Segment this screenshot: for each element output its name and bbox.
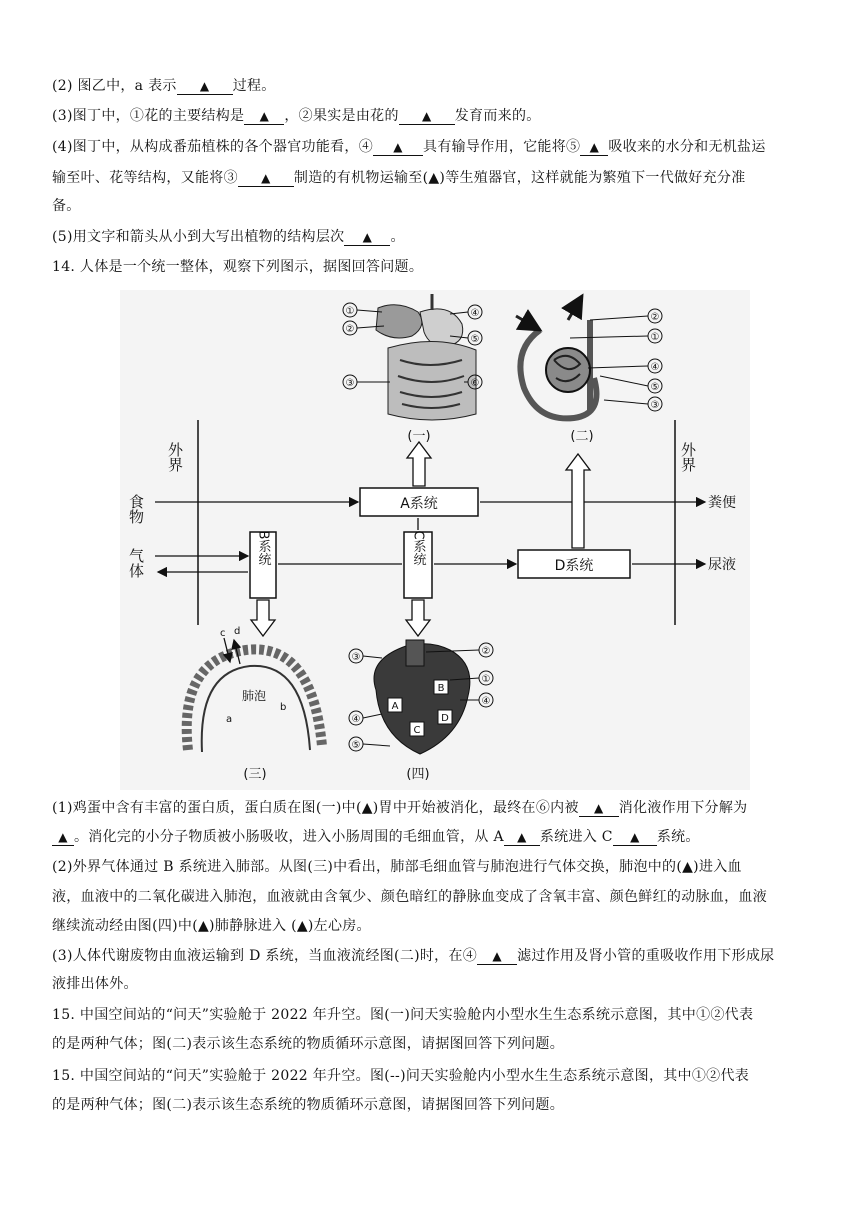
q14-part2-line2: 液，血液中的二氧化碳进入肺泡，血液就由含氧少、颜色暗红的静脉血变成了含氧丰富、颜色鲜红的动脉血，血液 [52,889,767,905]
urine-label: 尿液 [708,557,736,573]
b-system-label: B系统 [255,530,271,566]
answer-blank: ▲ [344,229,390,246]
num-label: ① [481,674,491,685]
answer-blank: ▲ [579,800,619,817]
feces-label: 粪便 [708,495,736,511]
q14-intro: 14. 人体是一个统一整体，观察下列图示，据图回答问题。 [52,259,424,275]
a-system-label: A系统 [400,496,438,512]
q14-part3-line1: (3)人体代谢废物由血液运输到 D 系统，当血液流经图(二)时，在④ ▲ 滤过作用及肾小管的重吸收作用下形成尿 [52,948,775,964]
outside-right-label: 外界 [679,442,697,472]
num-label: ⑤ [351,740,361,751]
q13-part5: (5)用文字和箭头从小到大写出植物的结构层次 ▲ 。 [52,229,405,245]
answer-blank: ▲ [238,170,294,187]
num-label: ⑤ [650,382,660,393]
num-label: ① [345,306,355,317]
lung-letter: d [234,626,241,637]
fig1-caption: (一) [407,429,431,444]
food-label: 食物 [127,494,145,524]
answer-blank: ▲ [613,829,657,846]
num-label: ② [650,312,660,323]
q14-part2-line1: (2)外界气体通过 B 系统进入肺部。从图(三)中看出，肺部毛细血管与肺泡进行气体交换，肺泡中的(▲)进入血 [52,859,742,875]
q13-part4-line1: (4)图丁中，从构成番茄植株的各个器官功能看，④ ▲ 具有输导作用，它能将⑤ ▲ 吸收来的水分和无机盐运 [52,139,766,155]
q14-part2-line3: 继续流动经由图(四)中(▲)肺静脉进入 (▲)左心房。 [52,918,371,934]
outside-left-label: 外界 [166,442,184,472]
heart-letter: C [413,725,421,736]
heart-letter: D [441,713,449,724]
num-label: ① [650,332,660,343]
answer-blank: ▲ [244,108,284,125]
q14-part3-line2: 液排出体外。 [52,976,138,992]
heart-letter: A [391,701,399,712]
answer-blank: ▲ [373,139,423,156]
fig2-caption: (二) [570,429,594,444]
num-label: ③ [650,400,660,411]
answer-blank: ▲ [477,948,517,965]
q14-part1-line2: ▲ 。消化完的小分子物质被小肠吸收，进入小肠周围的毛细血管，从 A ▲ 系统进入 C ▲ 系统。 [52,827,812,847]
num-label: ④ [351,714,361,725]
num-label: ④ [470,308,480,319]
gas-label: 气体 [127,548,145,578]
fig4-caption: (四) [406,767,430,782]
num-label: ⑥ [470,378,480,389]
q13-part4-line3: 备。 [52,198,81,214]
fig3-caption: (三) [243,767,267,782]
alveolus-label: 肺泡 [241,689,267,703]
lung-letter: c [220,628,226,639]
lung-letter: b [280,702,287,713]
body-systems-diagram [120,290,750,790]
answer-blank: ▲ [504,829,540,846]
q15-line4: 的是两种气体；图(二)表示该生态系统的物质循环示意图，请据图回答下列问题。 [52,1097,565,1113]
q13-part3: (3)图丁中，①花的主要结构是 ▲ ，②果实是由花的 ▲ 发育而来的。 [52,108,541,124]
num-label: ⑤ [470,334,480,345]
q13-part4-line2: 输至叶、花等结构，又能将③ ▲ 制造的有机物运输至(▲)等生殖器官，这样就能为繁殖下一代做好充分准 [52,170,746,186]
num-label: ② [345,324,355,335]
num-label: ④ [650,362,660,373]
answer-blank: ▲ [580,139,608,156]
q15-line2: 的是两种气体；图(二)表示该生态系统的物质循环示意图，请据图回答下列问题。 [52,1036,565,1052]
q15-line3: 15. 中国空间站的“问天”实验舱于 2022 年升空。图(--)问天实验舱内小型水生生态系统示意图，其中①②代表 [52,1068,750,1084]
heart-letter: B [437,683,445,694]
num-label: ③ [345,378,355,389]
q13-part2: (2) 图乙中，a 表示 ▲ 过程。 [52,78,276,94]
num-label: ③ [351,652,361,663]
num-label: ② [481,646,491,657]
q15-line1: 15. 中国空间站的“问天”实验舱于 2022 年升空。图(一)问天实验舱内小型水生生态系统示意图，其中①②代表 [52,1007,754,1023]
answer-blank: ▲ [52,829,74,846]
d-system-label: D系统 [554,558,594,574]
answer-blank: ▲ [177,78,233,95]
c-system-label: C系统 [410,530,426,566]
q14-part1-line1: (1)鸡蛋中含有丰富的蛋白质，蛋白质在图(一)中(▲)胃中开始被消化，最终在⑥内被 ▲ 消化液作用下分解为 [52,800,748,816]
lung-letter: a [226,714,233,725]
answer-blank: ▲ [399,108,455,125]
num-label: ④ [481,696,491,707]
